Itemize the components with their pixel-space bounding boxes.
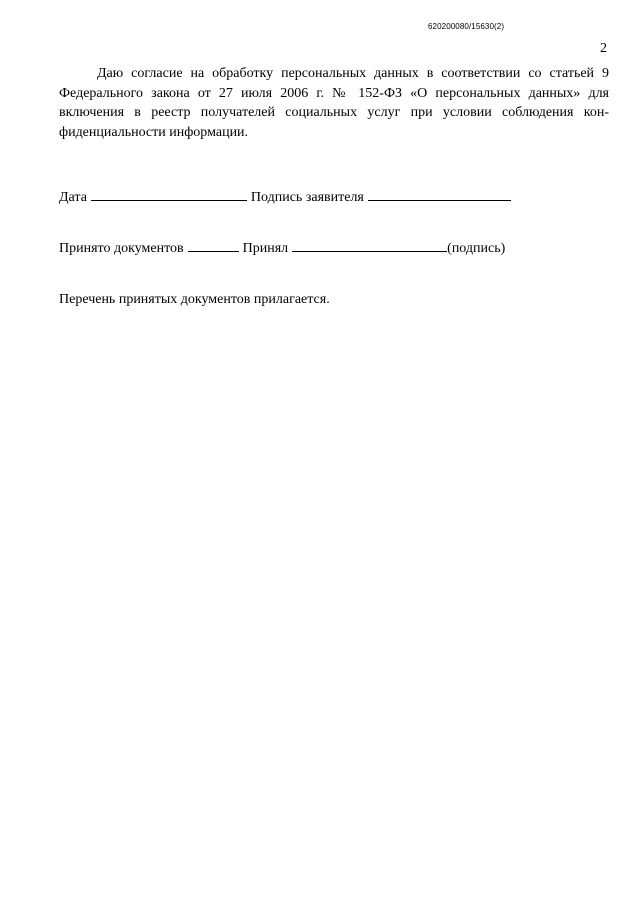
signature-hint: (подпись) xyxy=(447,241,506,256)
page-number: 2 xyxy=(600,41,607,56)
date-signature-row xyxy=(59,187,515,206)
applicant-signature-field[interactable] xyxy=(368,187,511,201)
date-label: Дата xyxy=(59,190,87,205)
consent-line: включения в реестр получателей социальных услуг при условии соблюдения кон- xyxy=(59,105,609,120)
applicant-signature-label: Подпись заявителя xyxy=(250,190,364,205)
documents-count-field[interactable] xyxy=(188,238,239,252)
consent-line: Федерального закона от 27 июля 2006 г. № 152-ФЗ «О персональных данных» для xyxy=(59,85,609,101)
consent-line: фиденциальности информации. xyxy=(59,124,249,140)
acceptance-row xyxy=(59,238,505,257)
date-field[interactable] xyxy=(91,187,247,201)
accepted-by-signature-field[interactable] xyxy=(292,238,447,252)
enclosure-note: Перечень принятых документов прилагается. xyxy=(59,292,330,307)
consent-line: Даю согласие на обработку персональных данных в соответствии со статьей 9 xyxy=(97,66,609,81)
documents-accepted-label: Принято документов xyxy=(59,241,184,256)
document-code: 620200080/15630(2) xyxy=(428,22,505,31)
accepted-by-label: Принял xyxy=(242,241,289,256)
consent-paragraph xyxy=(59,64,609,142)
